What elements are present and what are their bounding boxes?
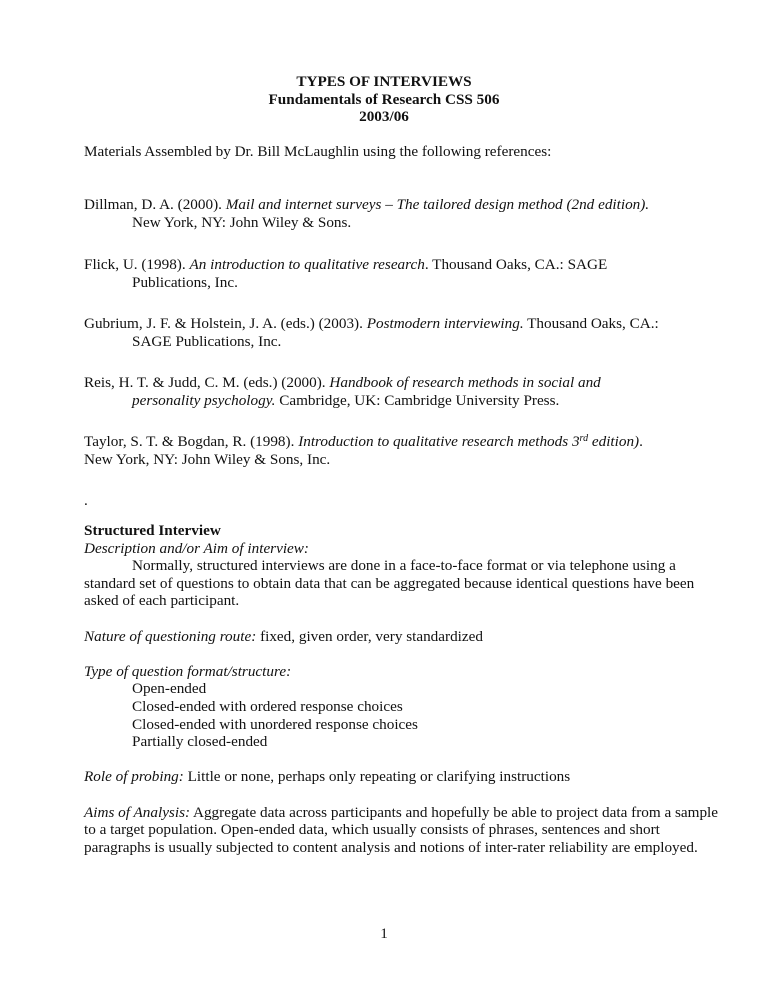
reference-item: Reis, H. T. & Judd, C. M. (eds.) (2000). Handbook of research methods in social and personality psychology. Cambridge, UK: Cambridge University Press. xyxy=(84,374,601,409)
course-year: 2003/06 xyxy=(359,108,409,126)
stray-dot: . xyxy=(84,492,88,509)
route-text: fixed, given order, very standardized xyxy=(256,627,483,645)
format-item: Closed-ended with ordered response choices xyxy=(132,697,403,715)
course-name: Fundamentals of Research CSS 506 xyxy=(268,90,500,108)
format-item: Open-ended xyxy=(132,680,207,698)
description-text: Normally, structured interviews are done in a face-to-face format or via telephone using a standard set of questions to obtain data that can be aggregated because identical questions have been asked of each participant. xyxy=(84,557,695,610)
section-heading: Structured Interview xyxy=(84,522,221,539)
route-label: Nature of questioning route: xyxy=(84,627,257,645)
description-label: Description and/or Aim of interview: xyxy=(84,539,309,557)
format-item: Partially closed-ended xyxy=(132,733,268,751)
section-structured-interview xyxy=(84,522,724,856)
reference-title: Mail and internet surveys – The tailored design method (2nd edition). xyxy=(225,196,650,213)
document-header xyxy=(0,73,768,126)
format-label: Type of question format/structure: xyxy=(84,662,292,680)
reference-item: Gubrium, J. F. & Holstein, J. A. (eds.) (2003). Postmodern interviewing. Thousand Oaks, CA.: SAGE Publications, Inc. xyxy=(84,315,659,350)
analysis-label: Aims of Analysis: xyxy=(84,803,191,821)
page-number: 1 xyxy=(380,925,388,942)
reference-item: Flick, U. (1998). An introduction to qualitative research. Thousand Oaks, CA.: SAGE Publications, Inc. xyxy=(84,256,608,291)
format-item: Closed-ended with unordered response choices xyxy=(132,715,418,733)
probing-row xyxy=(84,768,724,786)
reference-item: Dillman, D. A. (2000). Mail and internet surveys – The tailored design method (2nd edition). New York, NY: John Wiley & Sons. xyxy=(84,196,650,231)
intro-text: Materials Assembled by Dr. Bill McLaughlin using the following references: xyxy=(84,143,552,160)
analysis-text: Aggregate data across participants and hopefully be able to project data from a sample to a target population. Open-ended data, which usually consists of phrases, sentences and short paragraphs is usually subjected to content analysis and notions of inter-rater reliability are employed. xyxy=(84,803,719,856)
reference-title: Postmodern interviewing. xyxy=(366,315,524,332)
reference-title: An introduction to qualitative research xyxy=(189,256,425,273)
analysis-row xyxy=(84,804,724,857)
probing-text: Little or none, perhaps only repeating or clarifying instructions xyxy=(183,768,571,786)
probing-label: Role of probing: xyxy=(84,768,184,786)
route-row xyxy=(84,628,724,646)
reference-item: Taylor, S. T. & Bogdan, R. (1998). Introduction to qualitative research methods 3rd edition). New York, NY: John Wiley & Sons, Inc. xyxy=(84,433,643,468)
document-title: TYPES OF INTERVIEWS xyxy=(296,73,472,90)
reference-title: Introduction to qualitative research methods 3rd edition) xyxy=(298,433,640,450)
reference-title: Handbook of research methods in social and xyxy=(329,374,601,391)
